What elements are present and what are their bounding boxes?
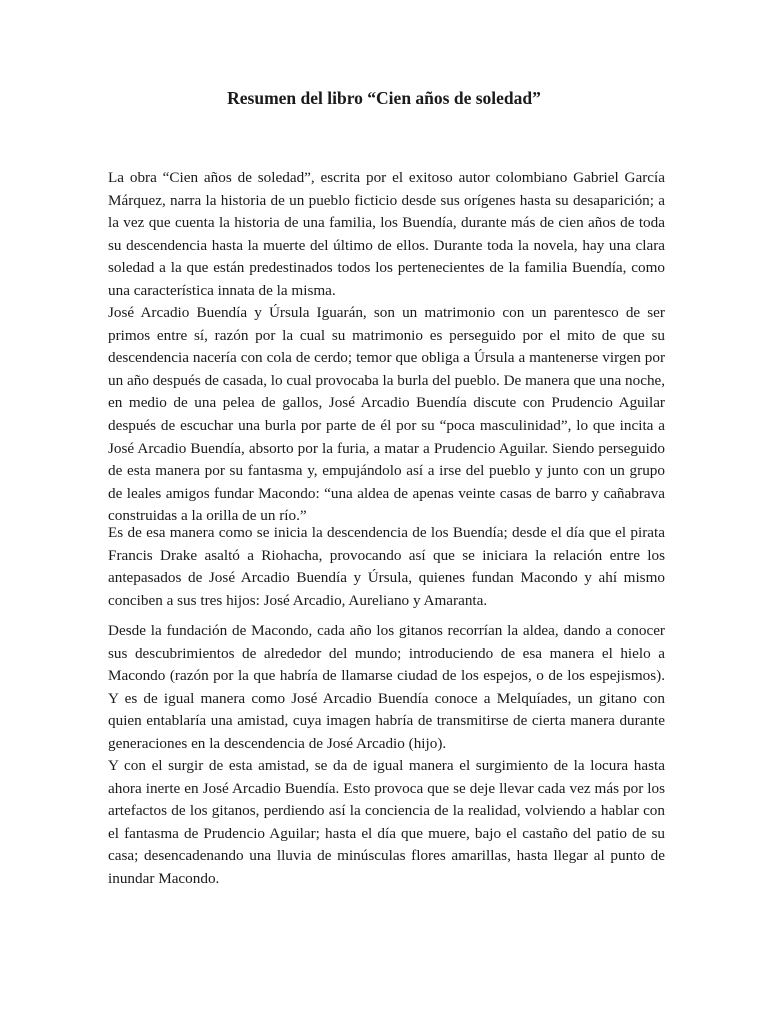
document-title: Resumen del libro “Cien años de soledad” — [227, 88, 541, 108]
text-line: su descendencia hasta la muerte del último de ellos. Durante toda la novela, hay una clara — [108, 236, 665, 254]
text-line: La obra “Cien años de soledad”, escrita por el exitoso autor colombiano Gabriel García — [108, 169, 665, 186]
text-line: Es de esa manera como se inicia la descendencia de los Buendía; desde el día que el pirata — [108, 524, 665, 541]
text-line: descendencia nacería con cola de cerdo; temor que obliga a Úrsula a mantenerse virgen por — [108, 349, 665, 367]
text-line: José Arcadio Buendía y Úrsula Iguarán, son un matrimonio con un parentesco de ser — [108, 304, 665, 321]
text-line: antepasados de José Arcadio Buendía y Úrsula, quienes fundan Macondo y ahí mismo — [108, 569, 665, 587]
text-line: sus descubrimientos de alrededor del mundo; introduciendo de esa manera el hielo a — [108, 644, 665, 662]
text-line: ahora inerte en José Arcadio Buendía. Esto provoca que se deje llevar cada vez más por los — [108, 779, 665, 797]
text-line: Y es de igual manera como José Arcadio Buendía conoce a Melquíades, un gitano con — [108, 689, 665, 707]
text-line: de leales amigos fundar Macondo: “una aldea de apenas veinte casas de barro y cañabrava — [108, 484, 665, 502]
text-line: de esta manera por su fantasma y, empujándolo así a irse del pueblo y junto con un grupo — [108, 462, 665, 480]
text-line: Francis Drake asaltó a Riohacha, provocando así que se iniciara la relación entre los — [108, 546, 665, 564]
text-line: Márquez, narra la historia de un pueblo ficticio desde sus orígenes hasta su desaparición; a — [108, 191, 665, 209]
text-line: generaciones en la descendencia de José Arcadio (hijo). — [108, 734, 447, 752]
paragraph-4 — [108, 620, 665, 756]
text-line: Macondo (razón por la que habría de llamarse ciudad de los espejos, o de los espejismos). — [108, 667, 665, 685]
text-line: José Arcadio Buendía, absorto por la furia, a matar a Prudencio Aguilar. Siendo perseguido — [108, 439, 665, 457]
text-line: una característica innata de la misma. — [108, 281, 336, 299]
text-line: Desde la fundación de Macondo, cada año los gitanos recorrían la aldea, dando a conocer — [108, 622, 665, 639]
text-line: artefactos de los gitanos, perdiendo así la conciencia de la realidad, volviendo a hablar con — [108, 802, 665, 820]
text-line: casa; desencadenando una lluvia de minúsculas flores amarillas, hasta llegar al punto de — [108, 847, 665, 865]
text-line: el fantasma de Prudencio Aguilar; hasta el día que muere, bajo el castaño del patio de su — [108, 824, 665, 842]
text-line: después de escuchar una burla por parte de él por su “poca masculinidad”, lo que incita a — [108, 416, 665, 434]
paragraph-2 — [108, 302, 665, 528]
text-line: la vez que cuenta la historia de una familia, los Buendía, durante más de cien años de toda — [108, 214, 665, 232]
text-line: conciben a sus tres hijos: José Arcadio, Aureliano y Amaranta. — [108, 591, 488, 609]
text-line: un año después de casada, lo cual provocaba la burla del pueblo. De manera que una noche, — [108, 371, 665, 389]
text-line: Y con el surgir de esta amistad, se da de igual manera el surgimiento de la locura hasta — [108, 757, 665, 774]
text-line: inundar Macondo. — [108, 869, 220, 887]
text-line: en medio de una pelea de gallos, José Arcadio Buendía discute con Prudencio Aguilar — [108, 394, 665, 412]
paragraph-5 — [108, 755, 665, 891]
text-line: construidas a la orilla de un río.” — [108, 507, 307, 525]
text-line: soledad a la que están predestinados todos los pertenecientes de la familia Buendía, como — [108, 259, 665, 277]
paragraph-1 — [108, 167, 665, 303]
text-line: quien entablaría una amistad, cuya imagen habría de transmitirse de cierta manera durante — [108, 712, 665, 730]
paragraph-3 — [108, 522, 665, 612]
text-line: primos entre sí, razón por la cual su matrimonio es perseguido por el mito de que su — [108, 326, 665, 344]
